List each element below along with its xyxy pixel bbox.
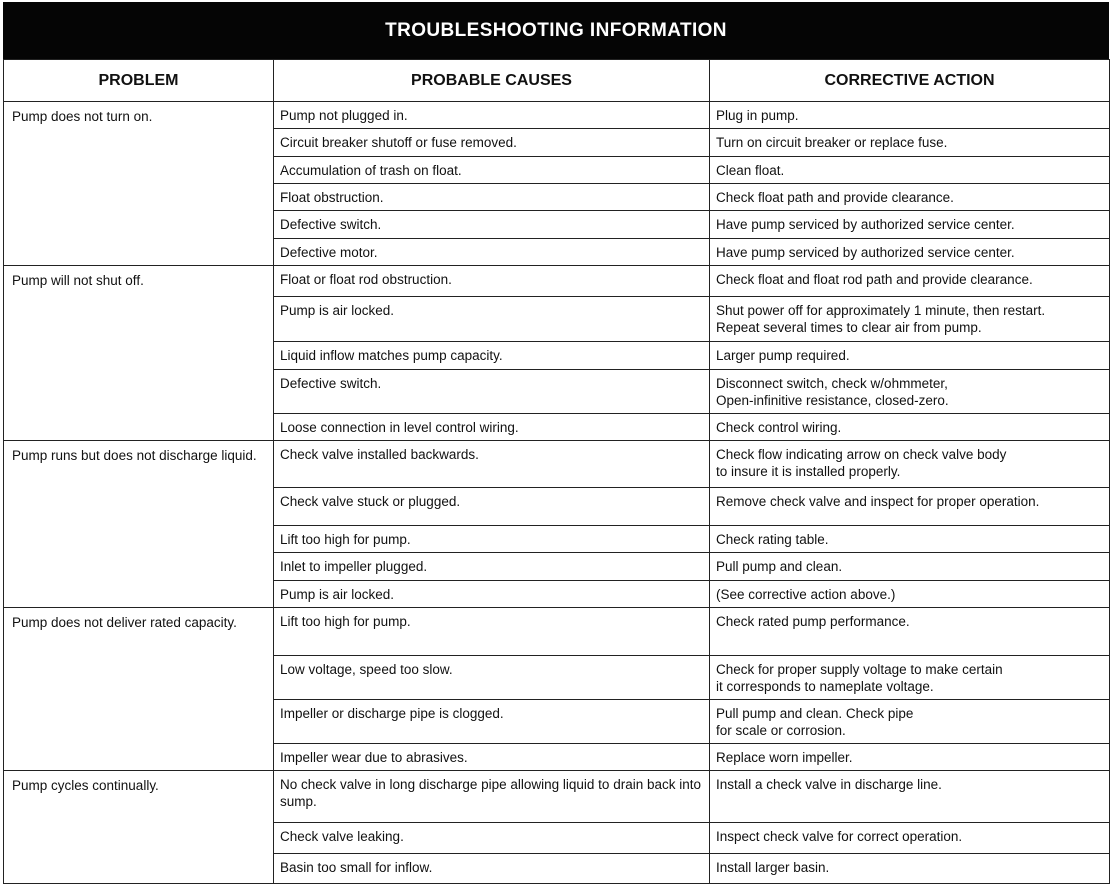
cause-cell: Liquid inflow matches pump capacity. (274, 342, 710, 370)
cause-cell: No check valve in long discharge pipe allowing liquid to drain back into sump. (274, 771, 710, 823)
header-problem: PROBLEM (4, 60, 274, 102)
table-row (4, 441, 1110, 488)
action-cell: Check flow indicating arrow on check valve body to insure it is installed properly. (710, 441, 1110, 488)
cause-cell: Impeller wear due to abrasives. (274, 744, 710, 771)
action-cell: Shut power off for approximately 1 minute, then restart. Repeat several times to clear air from pump. (710, 297, 1110, 342)
cause-cell: Check valve stuck or plugged. (274, 488, 710, 526)
action-cell: Replace worn impeller. (710, 744, 1110, 771)
cause-cell: Inlet to impeller plugged. (274, 553, 710, 581)
action-cell: Check float and float rod path and provide clearance. (710, 266, 1110, 297)
cause-cell: Pump is air locked. (274, 297, 710, 342)
troubleshooting-table (3, 59, 1110, 884)
problem-cell: Pump will not shut off. (4, 266, 274, 441)
action-cell: Turn on circuit breaker or replace fuse. (710, 129, 1110, 157)
cause-cell: Low voltage, speed too slow. (274, 656, 710, 700)
action-cell: Check for proper supply voltage to make certain it corresponds to nameplate voltage. (710, 656, 1110, 700)
header-row (4, 60, 1110, 102)
table-title: TROUBLESHOOTING INFORMATION (3, 2, 1109, 59)
cause-cell: Check valve leaking. (274, 823, 710, 854)
action-cell: Install a check valve in discharge line. (710, 771, 1110, 823)
table-row (4, 266, 1110, 297)
cause-cell: Defective motor. (274, 239, 710, 266)
cause-cell: Accumulation of trash on float. (274, 157, 710, 184)
action-cell: (See corrective action above.) (710, 581, 1110, 608)
cause-cell: Loose connection in level control wiring. (274, 414, 710, 441)
problem-cell: Pump runs but does not discharge liquid. (4, 441, 274, 608)
problem-cell: Pump cycles continually. (4, 771, 274, 884)
action-cell: Have pump serviced by authorized service center. (710, 239, 1110, 266)
cause-cell: Impeller or discharge pipe is clogged. (274, 700, 710, 744)
cause-cell: Lift too high for pump. (274, 608, 710, 656)
cause-cell: Basin too small for inflow. (274, 854, 710, 884)
problem-cell: Pump does not turn on. (4, 102, 274, 266)
cause-cell: Check valve installed backwards. (274, 441, 710, 488)
cause-cell: Defective switch. (274, 211, 710, 239)
action-cell: Clean float. (710, 157, 1110, 184)
cause-cell: Float or float rod obstruction. (274, 266, 710, 297)
action-cell: Install larger basin. (710, 854, 1110, 884)
header-probable-causes: PROBABLE CAUSES (274, 60, 710, 102)
action-cell: Inspect check valve for correct operation. (710, 823, 1110, 854)
action-cell: Pull pump and clean. Check pipe for scale or corrosion. (710, 700, 1110, 744)
action-cell: Check rated pump performance. (710, 608, 1110, 656)
action-cell: Check float path and provide clearance. (710, 184, 1110, 211)
cause-cell: Pump not plugged in. (274, 102, 710, 129)
action-cell: Check rating table. (710, 526, 1110, 553)
action-cell: Plug in pump. (710, 102, 1110, 129)
header-corrective-action: CORRECTIVE ACTION (710, 60, 1110, 102)
table-row (4, 771, 1110, 823)
table-body (4, 102, 1110, 884)
cause-cell: Pump is air locked. (274, 581, 710, 608)
action-cell: Check control wiring. (710, 414, 1110, 441)
action-cell: Have pump serviced by authorized service center. (710, 211, 1110, 239)
action-cell: Pull pump and clean. (710, 553, 1110, 581)
cause-cell: Float obstruction. (274, 184, 710, 211)
cause-cell: Defective switch. (274, 370, 710, 414)
action-cell: Disconnect switch, check w/ohmmeter, Open-infinitive resistance, closed-zero. (710, 370, 1110, 414)
table-row (4, 102, 1110, 129)
action-cell: Remove check valve and inspect for proper operation. (710, 488, 1110, 526)
cause-cell: Circuit breaker shutoff or fuse removed. (274, 129, 710, 157)
table-row (4, 608, 1110, 656)
action-cell: Larger pump required. (710, 342, 1110, 370)
troubleshooting-sheet (3, 2, 1109, 884)
cause-cell: Lift too high for pump. (274, 526, 710, 553)
problem-cell: Pump does not deliver rated capacity. (4, 608, 274, 771)
